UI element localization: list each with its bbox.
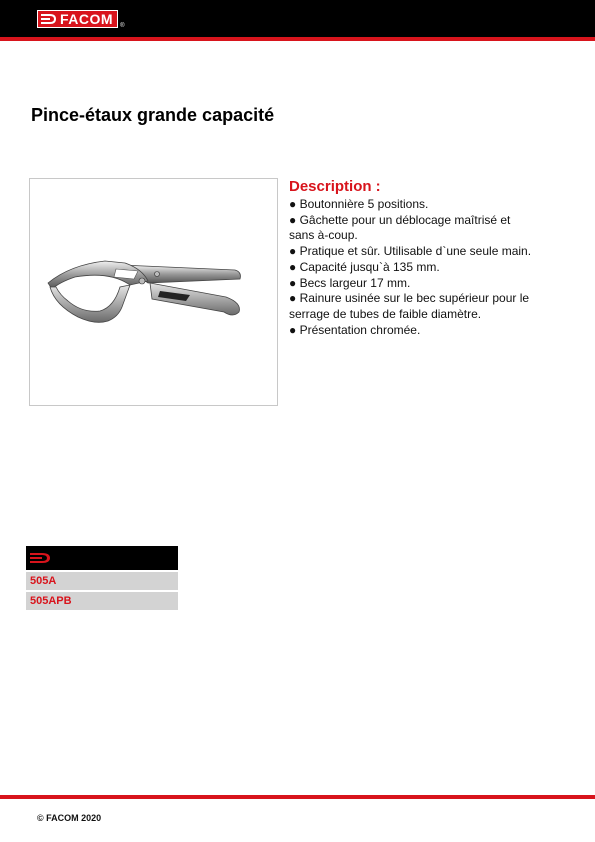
brand-name: FACOM — [60, 11, 114, 27]
description-item: ● Présentation chromée. — [289, 322, 421, 337]
description-item: ● Boutonnière 5 positions. — [289, 197, 429, 211]
facom-logo-icon — [30, 552, 52, 564]
header-red-rule — [0, 37, 595, 41]
reference-row[interactable]: 505A — [26, 572, 178, 590]
description-item: ● Gâchette pour un déblocage maîtrisé et sans à-coup. — [289, 212, 511, 243]
description-item: ● Rainure usinée sur le bec supérieur pour le serrage de tubes de faible diamètre. — [289, 291, 530, 321]
footer-red-rule — [0, 795, 595, 799]
facom-mark-icon — [41, 13, 57, 25]
reference-table — [26, 546, 178, 610]
footer-copyright: © FACOM 2020 — [37, 813, 102, 823]
facom-logo-icon — [37, 10, 118, 28]
locking-pliers-image — [30, 179, 277, 405]
description-item: ● Capacité jusqu`à 135 mm. — [289, 259, 440, 274]
description-item: ● Becs largeur 17 mm. — [289, 275, 411, 290]
facom-logo — [37, 9, 124, 29]
page-title: Pince-étaux grande capacité — [31, 105, 275, 125]
reference-row[interactable]: 505APB — [26, 592, 178, 610]
reference-table-header — [26, 546, 178, 570]
description-title: Description : — [289, 178, 381, 195]
product-photo-frame — [29, 178, 278, 406]
description-section — [289, 178, 539, 338]
registered-mark: ® — [120, 23, 125, 29]
description-item: ● Pratique et sûr. Utilisable d`une seule main. — [289, 244, 532, 259]
description-list — [289, 197, 539, 338]
page-header — [0, 0, 595, 37]
